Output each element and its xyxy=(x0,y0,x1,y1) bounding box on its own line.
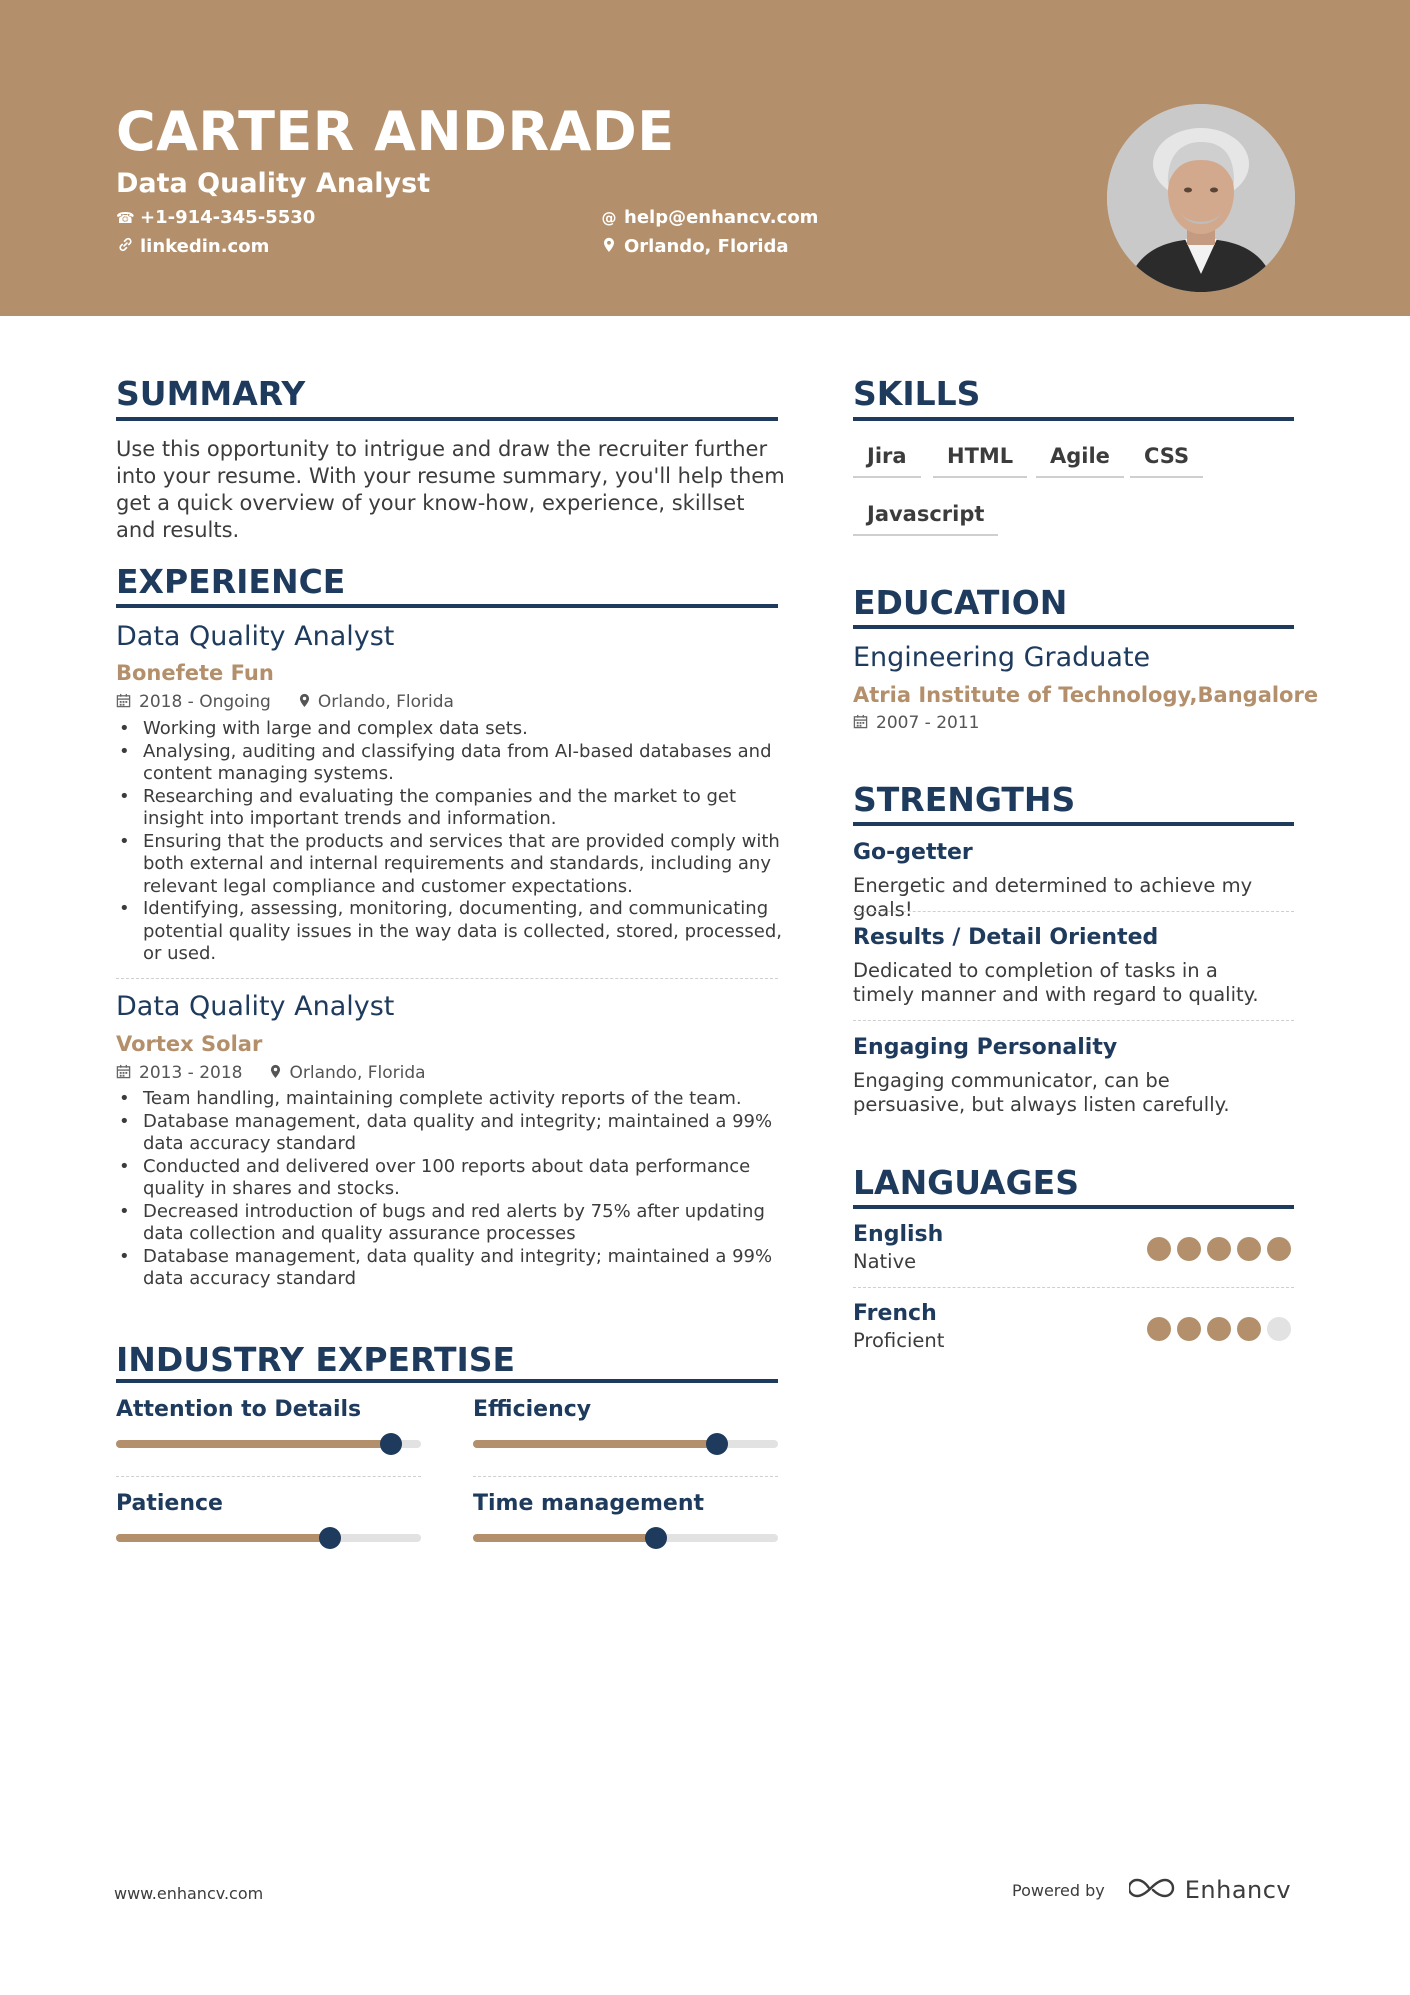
calendar-icon xyxy=(853,714,868,733)
job-company: Bonefete Fun xyxy=(116,661,274,685)
expertise-bar xyxy=(116,1440,421,1448)
job-dates: 2013 - 2018 xyxy=(139,1063,243,1083)
rating-dot-filled xyxy=(1237,1317,1261,1341)
strengths-rule xyxy=(853,822,1294,826)
summary-heading: SUMMARY xyxy=(116,374,306,413)
languages-heading: LANGUAGES xyxy=(853,1163,1079,1202)
strength-title: Results / Detail Oriented xyxy=(853,925,1159,950)
candidate-title: Data Quality Analyst xyxy=(116,168,431,199)
education-dates: 2007 - 2011 xyxy=(876,713,980,733)
strength-divider xyxy=(853,911,1294,912)
education-degree: Engineering Graduate xyxy=(853,642,1151,673)
strength-title: Engaging Personality xyxy=(853,1035,1118,1060)
experience-rule xyxy=(116,604,778,608)
expertise-divider xyxy=(116,1476,421,1477)
location-text: Orlando, Florida xyxy=(624,236,789,257)
footer-website[interactable]: www.enhancv.com xyxy=(114,1884,264,1903)
enhancv-logo-icon xyxy=(1129,1876,1175,1904)
expertise-bar-fill xyxy=(116,1534,330,1542)
skill-tag: CSS xyxy=(1130,438,1203,478)
rating-dot-filled xyxy=(1147,1237,1171,1261)
strength-desc: Engaging communicator, can be persuasive, but always listen carefully. xyxy=(853,1069,1230,1116)
strength-desc: Energetic and determined to achieve my goals! xyxy=(853,874,1253,921)
expertise-bar xyxy=(116,1534,421,1542)
skills-rule xyxy=(853,417,1294,421)
list-item: • Database management, data quality and integrity; maintained a 99% data accuracy standard xyxy=(116,1111,786,1156)
language-name: French xyxy=(853,1301,937,1326)
strength-desc: Dedicated to completion of tasks in a timely manner and with regard to quality. xyxy=(853,959,1259,1006)
contact-phone xyxy=(116,207,315,228)
expertise-bar xyxy=(473,1440,778,1448)
education-heading: EDUCATION xyxy=(853,583,1068,622)
location-pin-icon xyxy=(299,693,310,712)
job-title: Data Quality Analyst xyxy=(116,621,395,652)
phone-text: +1-914-345-5530 xyxy=(140,207,316,228)
skill-tag: HTML xyxy=(933,438,1027,478)
expertise-bar-knob xyxy=(706,1433,728,1455)
list-item: • Team handling, maintaining complete activity reports of the team. xyxy=(116,1088,786,1111)
job-meta xyxy=(116,1063,426,1083)
location-pin-icon xyxy=(600,237,618,257)
language-level: Proficient xyxy=(853,1329,945,1352)
powered-by-text: Powered by xyxy=(1012,1880,1105,1900)
job-title: Data Quality Analyst xyxy=(116,991,395,1022)
location-pin-icon xyxy=(270,1064,281,1083)
list-item: • Working with large and complex data sets. xyxy=(116,718,786,741)
job-meta xyxy=(116,692,454,712)
language-rating xyxy=(1147,1317,1297,1341)
strength-title: Go-getter xyxy=(853,840,973,865)
education-rule xyxy=(853,625,1294,629)
expertise-bar-fill xyxy=(473,1440,717,1448)
language-name: English xyxy=(853,1222,944,1247)
link-icon xyxy=(116,237,134,256)
experience-heading: EXPERIENCE xyxy=(116,562,346,601)
rating-dot-filled xyxy=(1177,1237,1201,1261)
job-bullets xyxy=(116,1088,786,1291)
languages-rule xyxy=(853,1205,1294,1209)
language-level: Native xyxy=(853,1250,917,1273)
linkedin-text[interactable]: linkedin.com xyxy=(140,236,270,257)
resume-header xyxy=(0,0,1410,316)
strengths-heading: STRENGTHS xyxy=(853,780,1076,819)
contact-linkedin[interactable] xyxy=(116,236,269,257)
job-divider xyxy=(116,978,778,979)
expertise-divider xyxy=(473,1476,778,1477)
rating-dot-filled xyxy=(1237,1237,1261,1261)
list-item: • Identifying, assessing, monitoring, documenting, and communicating potential quality issues in the way data is collected, stored, processed, or used. xyxy=(116,898,786,966)
list-item: • Conducted and delivered over 100 reports about data performance quality in shares and stocks. xyxy=(116,1156,786,1201)
expertise-label: Patience xyxy=(116,1491,223,1516)
expertise-bar-knob xyxy=(319,1527,341,1549)
list-item: • Ensuring that the products and services that are provided comply with both external and internal requirements and standards, including any relevant legal compliance and customer expectations. xyxy=(116,831,786,899)
expertise-bar-fill xyxy=(116,1440,391,1448)
list-item: • Researching and evaluating the companies and the market to get insight into important trends and information. xyxy=(116,786,786,831)
education-school: Atria Institute of Technology,Bangalore xyxy=(853,683,1319,707)
skills-heading: SKILLS xyxy=(853,374,981,413)
calendar-icon xyxy=(116,1064,131,1083)
candidate-name: CARTER ANDRADE xyxy=(116,100,675,163)
job-dates: 2018 - Ongoing xyxy=(139,692,271,712)
expertise-bar-knob xyxy=(380,1433,402,1455)
job-company: Vortex Solar xyxy=(116,1032,263,1056)
contact-location xyxy=(600,236,789,257)
expertise-rule xyxy=(116,1379,778,1383)
expertise-heading: INDUSTRY EXPERTISE xyxy=(116,1340,516,1379)
job-location: Orlando, Florida xyxy=(317,692,454,712)
language-rating xyxy=(1147,1237,1297,1261)
summary-rule xyxy=(116,417,778,421)
footer-branding xyxy=(1012,1876,1291,1904)
expertise-label: Time management xyxy=(473,1491,705,1516)
education-meta xyxy=(853,713,979,733)
expertise-bar xyxy=(473,1534,778,1542)
expertise-label: Attention to Details xyxy=(116,1397,362,1422)
rating-dot-filled xyxy=(1207,1317,1231,1341)
expertise-label: Efficiency xyxy=(473,1397,592,1422)
rating-dot-filled xyxy=(1207,1237,1231,1261)
list-item: • Database management, data quality and integrity; maintained a 99% data accuracy standard xyxy=(116,1246,786,1291)
skill-tag: Agile xyxy=(1036,438,1124,478)
at-icon: @ xyxy=(601,208,617,227)
brand-name: Enhancv xyxy=(1184,1876,1292,1904)
rating-dot-empty xyxy=(1267,1317,1291,1341)
strength-divider xyxy=(853,1020,1294,1021)
language-divider xyxy=(853,1287,1294,1288)
rating-dot-filled xyxy=(1147,1317,1171,1341)
job-location: Orlando, Florida xyxy=(289,1063,426,1083)
list-item: • Analysing, auditing and classifying data from AI-based databases and content managing systems. xyxy=(116,741,786,786)
contact-email[interactable] xyxy=(600,207,818,228)
list-item: • Decreased introduction of bugs and red alerts by 75% after updating data collection and quality assurance processes xyxy=(116,1201,786,1246)
summary-text: Use this opportunity to intrigue and draw the recruiter further into your resume. With your resume summary, you'll help them get a quick overview of your know-how, experience, skillset and results. xyxy=(116,437,785,542)
job-bullets xyxy=(116,718,786,966)
phone-icon: ☎ xyxy=(116,208,135,227)
skill-tag: Javascript xyxy=(853,496,998,536)
expertise-bar-fill xyxy=(473,1534,656,1542)
skill-tag: Jira xyxy=(853,438,921,478)
expertise-bar-knob xyxy=(645,1527,667,1549)
profile-photo xyxy=(1107,104,1295,292)
email-text[interactable]: help@enhancv.com xyxy=(624,207,819,228)
rating-dot-filled xyxy=(1177,1317,1201,1341)
calendar-icon xyxy=(116,693,131,712)
rating-dot-filled xyxy=(1267,1237,1291,1261)
